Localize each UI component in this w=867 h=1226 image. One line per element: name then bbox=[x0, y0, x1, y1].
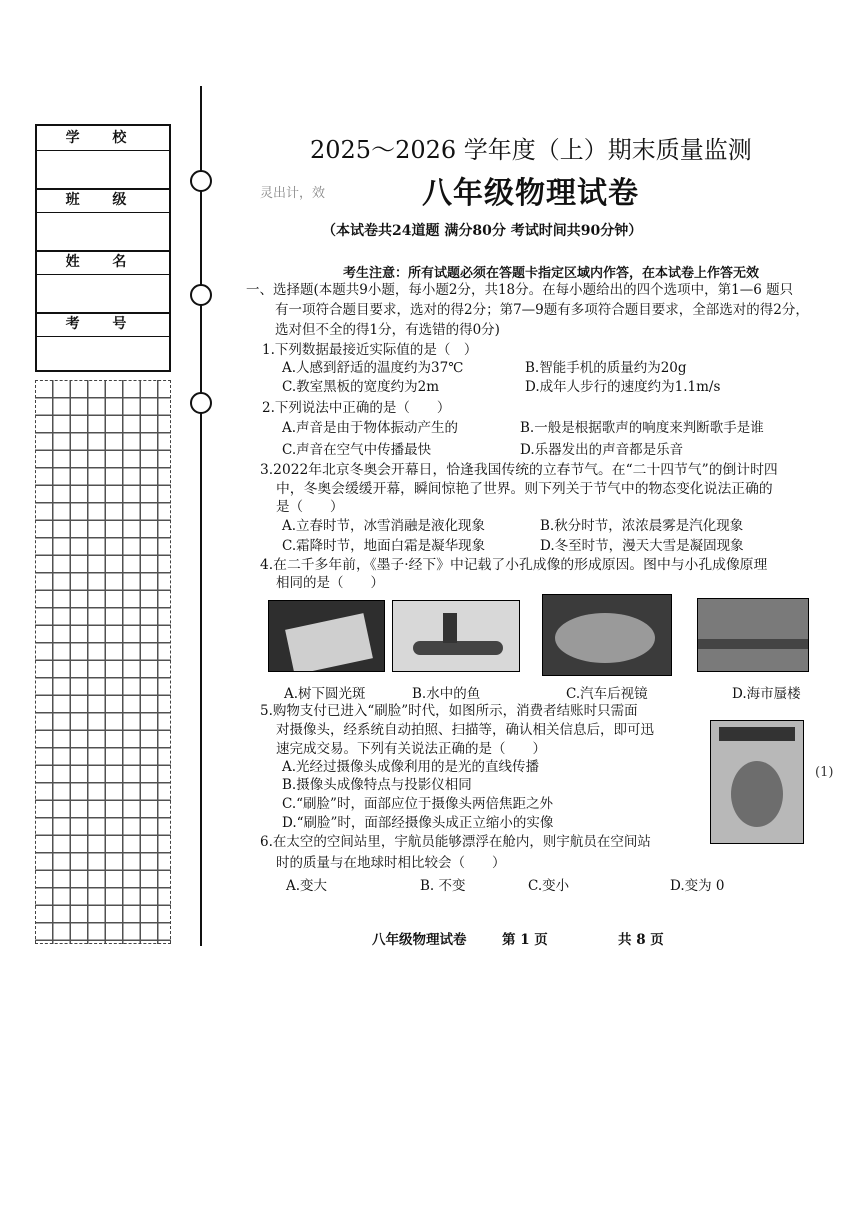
footer-total: 共 8 页 bbox=[618, 932, 664, 948]
face-payment-image bbox=[710, 720, 804, 844]
option: B.水中的鱼 bbox=[412, 686, 481, 702]
question-2-stem: 2.下列说法中正确的是（ ） bbox=[262, 400, 451, 416]
question-1-stem: 1.下列数据最接近实际值的是（ ） bbox=[262, 342, 478, 358]
option: A.树下圆光斑 bbox=[284, 686, 366, 702]
section-instructions: 一、选择题(本题共9小题，每小题2分，共18分。在每小题给出的四个选项中，第1—6 题只 bbox=[246, 282, 794, 298]
question-4-stem: 相同的是（ ） bbox=[276, 575, 384, 591]
option: C.变小 bbox=[528, 878, 570, 894]
class-label: 班 级 bbox=[37, 188, 169, 213]
question-6-stem: 6.在太空的空间站里，宇航员能够漂浮在舱内，则宇航员在空间站 bbox=[260, 834, 651, 850]
name-row bbox=[37, 250, 169, 312]
option: B.智能手机的质量约为20g bbox=[525, 360, 687, 376]
tree-shadow-image bbox=[268, 600, 385, 672]
binding-hole bbox=[190, 284, 212, 306]
question-5-stem: 速完成交易。下列有关说法正确的是（ ） bbox=[276, 741, 546, 757]
exam-title: 2025～2026 学年度（上）期末质量监测 bbox=[310, 136, 752, 164]
question-4-stem: 4.在二千多年前，《墨子·经下》中记载了小孔成像的形成原因。图中与小孔成像原理 bbox=[260, 557, 768, 573]
option: A.变大 bbox=[286, 878, 328, 894]
exam-info: （本试卷共24道题 满分80分 考试时间共90分钟） bbox=[322, 223, 643, 239]
school-row bbox=[37, 126, 169, 188]
binding-hole bbox=[190, 392, 212, 414]
option: A.光经过摄像头成像利用的是光的直线传播 bbox=[282, 759, 540, 775]
question-5-stem: 对摄像头，经系统自动拍照、扫描等，确认相关信息后，即可迅 bbox=[276, 722, 654, 738]
side-mark: (1) bbox=[815, 765, 834, 780]
option: D.乐器发出的声音都是乐音 bbox=[520, 442, 684, 458]
option: C.霜降时节，地面白霜是凝华现象 bbox=[282, 538, 486, 554]
option: C.汽车后视镜 bbox=[566, 686, 648, 702]
class-field[interactable] bbox=[37, 213, 169, 252]
option: D.成年人步行的速度约为1.1m/s bbox=[525, 379, 721, 395]
option: D.变为 0 bbox=[670, 878, 725, 894]
number-field[interactable] bbox=[37, 337, 169, 374]
exam-notice: 考生注意：所有试题必须在答题卡指定区域内作答，在本试卷上作答无效 bbox=[343, 266, 760, 281]
school-field[interactable] bbox=[37, 151, 169, 190]
option: A.声音是由于物体振动产生的 bbox=[282, 420, 459, 436]
school-label: 学 校 bbox=[37, 126, 169, 151]
name-field[interactable] bbox=[37, 275, 169, 314]
footer-page: 第 1 页 bbox=[502, 932, 548, 948]
question-5-stem: 5.购物支付已进入“刷脸”时代，如图所示，消费者结账时只需面 bbox=[260, 703, 638, 719]
number-row bbox=[37, 312, 169, 374]
question-6-stem: 时的质量与在地球时相比较会（ ） bbox=[276, 855, 506, 871]
section-instructions: 有一项符合题目要求，选对的得2分；第7—9题有多项符合题目要求，全部选对的得2分， bbox=[275, 302, 809, 318]
question-3-stem: 中，冬奥会缓缓开幕，瞬间惊艳了世界。则下列关于节气中的物态变化说法正确的 bbox=[276, 481, 773, 497]
option: B.摄像头成像特点与投影仪相同 bbox=[282, 777, 472, 793]
name-label: 姓 名 bbox=[37, 250, 169, 275]
car-mirror-image bbox=[542, 594, 672, 676]
footer-title: 八年级物理试卷 bbox=[372, 932, 467, 948]
student-info-table bbox=[35, 124, 171, 372]
option: C.“刷脸”时，面部应位于摄像头两倍焦距之外 bbox=[282, 796, 553, 812]
option: B. 不变 bbox=[420, 878, 466, 894]
exam-subtitle: 八年级物理试卷 bbox=[422, 176, 639, 211]
faint-text: 灵出计，效 bbox=[260, 186, 326, 201]
mirage-image bbox=[697, 598, 809, 672]
class-row bbox=[37, 188, 169, 250]
question-3-stem: 3.2022年北京冬奥会开幕日，恰逢我国传统的立春节气。在“二十四节气”的倒计时四 bbox=[260, 462, 778, 478]
section-instructions: 选对但不全的得1分，有选错的得0分) bbox=[275, 322, 500, 338]
binding-hole bbox=[190, 170, 212, 192]
option: C.声音在空气中传播最快 bbox=[282, 442, 432, 458]
option: D.“刷脸”时，面部经摄像头成正立缩小的实像 bbox=[282, 815, 554, 831]
question-3-stem: 是（ ） bbox=[276, 499, 344, 515]
number-label: 考 号 bbox=[37, 312, 169, 337]
option: C.教室黑板的宽度约为2m bbox=[282, 379, 440, 395]
option: D.海市蜃楼 bbox=[732, 686, 801, 702]
answer-grid bbox=[35, 380, 171, 944]
option: D.冬至时节，漫天大雪是凝固现象 bbox=[540, 538, 744, 554]
fish-spearing-image bbox=[392, 600, 520, 672]
option: A.人感到舒适的温度约为37℃ bbox=[282, 360, 464, 376]
option: A.立春时节，冰雪消融是液化现象 bbox=[282, 518, 486, 534]
option: B.秋分时节，浓浓晨雾是汽化现象 bbox=[540, 518, 744, 534]
option: B.一般是根据歌声的响度来判断歌手是谁 bbox=[520, 420, 764, 436]
binding-line bbox=[200, 86, 202, 946]
